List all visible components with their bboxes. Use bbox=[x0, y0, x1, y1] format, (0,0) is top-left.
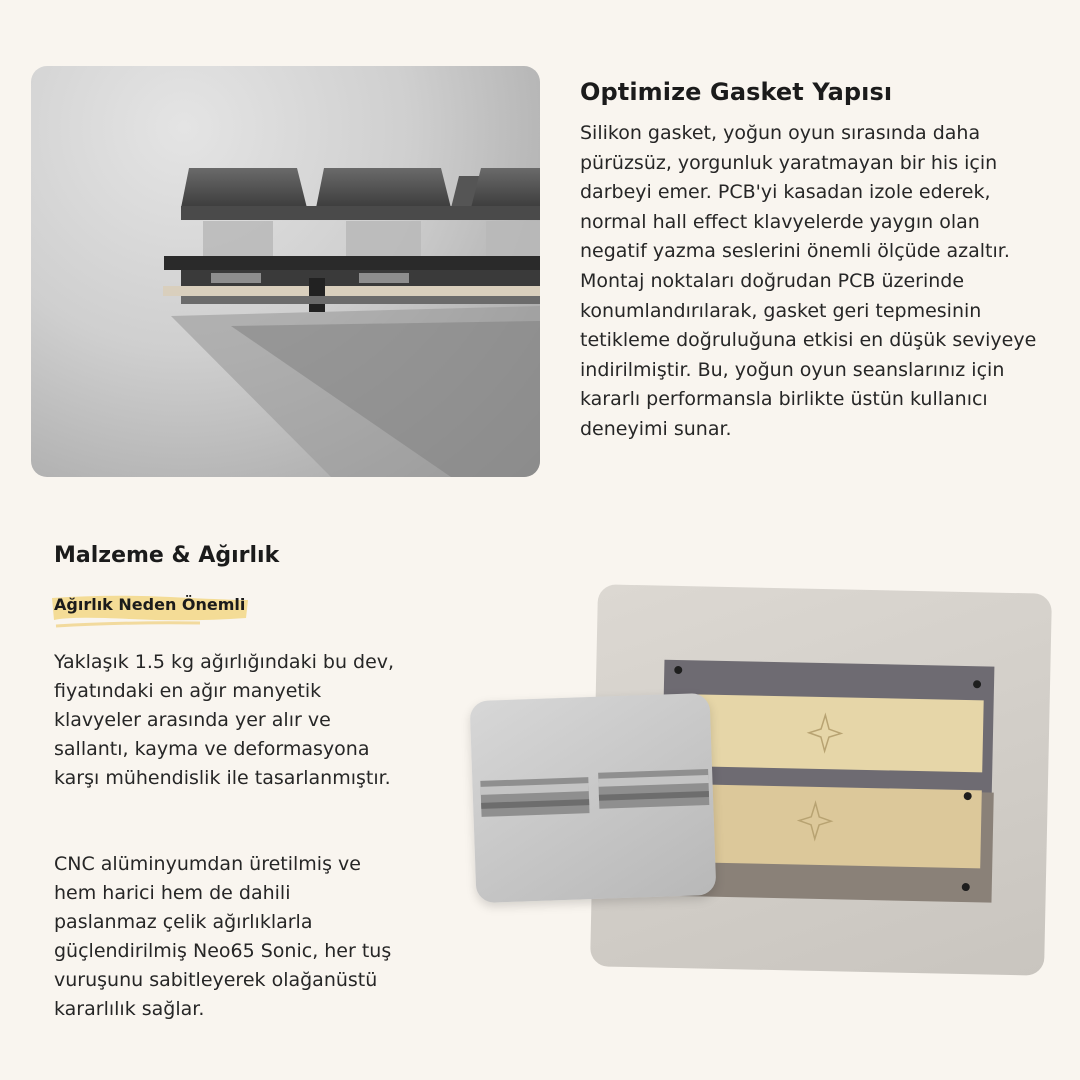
gasket-structure-photo bbox=[31, 66, 540, 477]
weight-subtitle: Ağırlık Neden Önemli bbox=[54, 595, 246, 614]
weight-subtitle-highlight bbox=[50, 592, 250, 630]
gasket-section-body: Silikon gasket, yoğun oyun sırasında daha pürüzsüz, yorgunluk yaratmayan bir his için darbeyi emer. PCB'yi kasadan izole ederek, normal hall effect klavyelerde yaygın olan negatif yazma seslerini önemli ölçüde azaltır. Montaj noktaları doğrudan PCB üzerinde konumlandırılarak, gasket geri tepmesinin tetikleme doğruluğuna etkisi en düşük seviyeye indirilmiştir. Bu, yoğun oyun seanslarınız için kararlı performansla birlikte üstün kullanıcı deneyimi sunar. bbox=[580, 122, 1037, 440]
gasket-section-title: Optimize Gasket Yapısı bbox=[580, 78, 893, 106]
material-section-title: Malzeme & Ağırlık bbox=[54, 543, 280, 568]
weight-paragraph-2: CNC alüminyumdan üretilmiş ve hem harici hem de dahili paslanmaz çelik ağırlıklarla güçlendirilmiş Neo65 Sonic, her tuş vuruşunu sabitleyerek olağanüstü kararlılık sağlar. bbox=[54, 853, 392, 1020]
steel-weights-photo bbox=[470, 693, 717, 903]
weight-paragraph-1: Yaklaşık 1.5 kg ağırlığındaki bu dev, fiyatındaki en ağır manyetik klavyeler arasında yer alır ve sallantı, kayma ve deformasyona karşı mühendislik ile tasarlanmıştır. bbox=[54, 651, 395, 789]
